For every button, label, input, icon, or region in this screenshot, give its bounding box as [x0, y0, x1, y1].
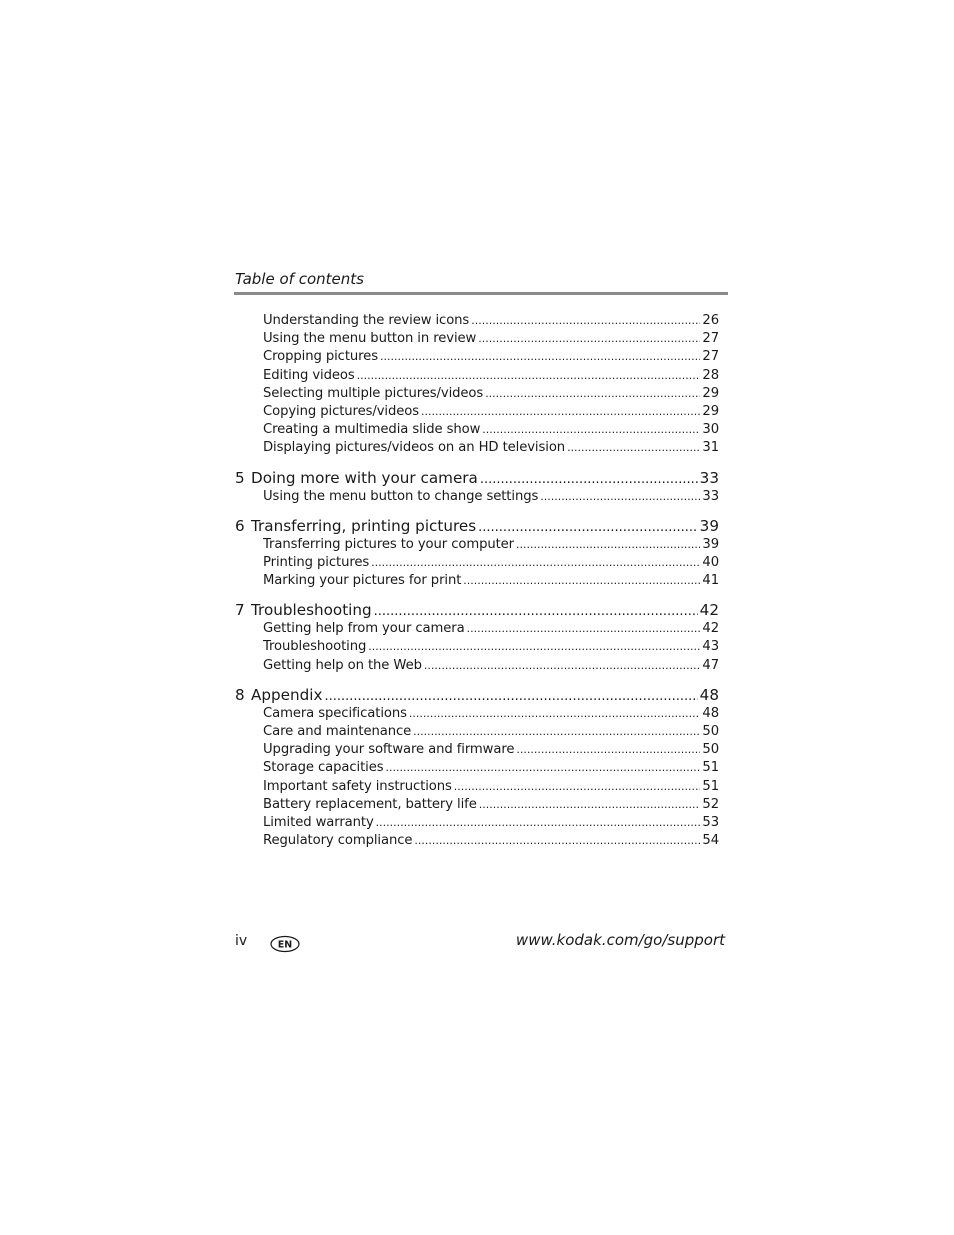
toc-entry-text: Care and maintenance [263, 724, 412, 739]
toc-entry-label [263, 832, 412, 850]
language-badge-icon [270, 935, 300, 953]
toc-page-number: 43 [702, 639, 719, 655]
toc-entry-label [263, 554, 369, 572]
toc-entry-text: Cropping pictures [263, 349, 378, 365]
toc-entry-text: Editing videos [263, 367, 355, 383]
toc-chapter-entry [235, 516, 719, 536]
footer-support-url: www.kodak.com/go/support [515, 931, 725, 949]
toc-dot-leader [463, 572, 700, 590]
toc-chapter-number: 6 [235, 516, 245, 535]
toc-entry-label [263, 439, 565, 457]
toc-entry-text: Displaying pictures/videos on an HD television [263, 440, 566, 456]
toc-entry-text: Important safety instructions [263, 778, 452, 794]
toc-dot-leader [480, 470, 698, 488]
toc-dot-leader [371, 554, 700, 572]
toc-dot-leader [357, 367, 701, 385]
toc-page-number: 47 [702, 657, 719, 673]
toc-entry-text: Appendix [251, 685, 323, 704]
toc-entry-label [263, 367, 355, 385]
toc-entry-text: Copying pictures/videos [263, 403, 420, 419]
toc-entry-label [263, 657, 422, 675]
toc-entry-label [235, 468, 478, 488]
toc-entry-text: Troubleshooting [263, 639, 367, 655]
toc-page-number: 50 [702, 742, 719, 758]
toc-entry-label [263, 620, 465, 638]
toc-section-entry [235, 312, 719, 330]
toc-section-entry [235, 638, 719, 656]
toc-dot-leader [485, 385, 700, 403]
toc-dot-leader [409, 705, 701, 723]
toc-entry-label [263, 330, 476, 348]
toc-entry-label [263, 814, 374, 832]
toc-page-number: 33 [699, 468, 719, 487]
table-of-contents [235, 312, 719, 850]
toc-entry-text: Battery replacement, battery life [263, 796, 477, 812]
toc-entry-text: Upgrading your software and firmware [263, 742, 515, 758]
page-header-title: Table of contents [235, 270, 364, 288]
toc-entry-text: Troubleshooting [251, 601, 372, 620]
footer-page-number: iv [235, 933, 248, 949]
toc-entry-label [235, 516, 476, 536]
toc-section-entry [235, 385, 719, 403]
toc-page-number: 28 [702, 367, 719, 383]
toc-entry-text: Limited warranty [263, 814, 374, 830]
toc-dot-leader [454, 778, 701, 796]
toc-dot-leader [567, 439, 700, 457]
toc-dot-leader [478, 330, 700, 348]
toc-page-number: 39 [699, 516, 719, 535]
language-badge-label: EN [277, 939, 293, 951]
toc-entry-label [263, 312, 469, 330]
toc-page-number: 30 [702, 422, 719, 438]
toc-entry-label [263, 796, 477, 814]
toc-page-number: 48 [699, 685, 719, 704]
toc-page-number: 42 [702, 621, 719, 637]
toc-section-entry [235, 421, 719, 439]
toc-entry-label [263, 759, 384, 777]
toc-page-number: 54 [702, 833, 719, 849]
toc-entry-label [263, 638, 366, 656]
toc-page-number: 27 [702, 349, 719, 365]
toc-dot-leader [479, 796, 701, 814]
toc-dot-leader [325, 687, 698, 705]
toc-entry-label [235, 600, 372, 620]
toc-section-entry [235, 796, 719, 814]
header-divider [234, 292, 728, 295]
toc-dot-leader [471, 312, 700, 330]
toc-section-entry [235, 554, 719, 572]
toc-entry-label [263, 421, 480, 439]
toc-page-number: 42 [699, 601, 719, 620]
toc-dot-leader [424, 657, 701, 675]
toc-entry-text: Selecting multiple pictures/videos [263, 385, 484, 401]
toc-entry-label [263, 778, 452, 796]
toc-entry-text: Storage capacities [263, 760, 384, 776]
toc-entry-label [263, 741, 514, 759]
toc-entry-label [263, 572, 461, 590]
toc-chapter-entry [235, 685, 719, 705]
toc-section-entry [235, 572, 719, 590]
toc-entry-label [263, 723, 411, 741]
toc-entry-label [263, 385, 483, 403]
toc-chapter-entry [235, 600, 719, 620]
toc-page-number: 40 [702, 554, 719, 570]
toc-page-number: 50 [702, 724, 719, 739]
toc-entry-text: Marking your pictures for print [263, 573, 462, 589]
toc-entry-text: Getting help on the Web [263, 657, 422, 673]
toc-dot-leader [516, 741, 700, 759]
toc-entry-label [263, 705, 407, 723]
toc-page-number: 51 [702, 778, 719, 794]
toc-dot-leader [516, 536, 700, 554]
toc-section-entry [235, 439, 719, 457]
toc-dot-leader [374, 602, 698, 620]
toc-entry-text: Using the menu button in review [263, 331, 477, 347]
toc-dot-leader [467, 620, 701, 638]
toc-section-entry [235, 723, 719, 741]
toc-page-number: 27 [702, 331, 719, 347]
toc-dot-leader [413, 723, 700, 741]
toc-section-entry [235, 536, 719, 554]
toc-section-entry [235, 403, 719, 421]
toc-entry-text: Regulatory compliance [263, 833, 413, 849]
toc-section-entry [235, 488, 719, 506]
toc-dot-leader [376, 814, 701, 832]
toc-section-entry [235, 741, 719, 759]
toc-entry-text: Understanding the review icons [263, 313, 470, 328]
toc-section-entry [235, 367, 719, 385]
toc-chapter-number: 8 [235, 685, 245, 704]
toc-section-entry [235, 778, 719, 796]
toc-entry-text: Using the menu button to change settings [263, 488, 539, 504]
toc-dot-leader [482, 421, 700, 439]
toc-chapter-entry [235, 468, 719, 488]
toc-page-number: 39 [702, 536, 719, 552]
toc-entry-text: Transferring pictures to your computer [263, 536, 514, 552]
toc-dot-leader [421, 403, 700, 421]
toc-page-number: 29 [702, 403, 719, 419]
toc-entry-label [263, 488, 538, 506]
toc-entry-label [263, 536, 514, 554]
toc-dot-leader [368, 638, 700, 656]
toc-entry-text: Camera specifications [263, 705, 407, 721]
toc-chapter-number: 7 [235, 601, 245, 620]
toc-entry-label [263, 403, 419, 421]
toc-dot-leader [380, 348, 700, 366]
toc-dot-leader [540, 488, 700, 506]
toc-section-entry [235, 814, 719, 832]
toc-page-number: 52 [702, 796, 719, 812]
toc-page-number: 33 [702, 488, 719, 504]
toc-entry-text: Creating a multimedia slide show [263, 422, 481, 438]
toc-page-number: 26 [702, 313, 719, 328]
toc-page-number: 51 [702, 760, 719, 776]
toc-section-entry [235, 330, 719, 348]
toc-section-entry [235, 657, 719, 675]
toc-chapter-number: 5 [235, 468, 245, 487]
toc-section-entry [235, 705, 719, 723]
toc-section-entry [235, 759, 719, 777]
toc-page-number: 53 [702, 814, 719, 830]
toc-page-number: 41 [702, 573, 719, 589]
toc-section-entry [235, 348, 719, 366]
toc-entry-text: Doing more with your camera [251, 468, 478, 487]
toc-entry-text: Transferring, printing pictures [251, 516, 477, 535]
toc-dot-leader [478, 518, 698, 536]
toc-page-number: 29 [702, 385, 719, 401]
toc-entry-text: Printing pictures [263, 554, 370, 570]
toc-dot-leader [386, 759, 701, 777]
toc-entry-label [263, 348, 378, 366]
toc-entry-text: Getting help from your camera [263, 621, 465, 637]
toc-page-number: 48 [702, 705, 719, 721]
toc-page-number: 31 [702, 440, 719, 456]
toc-section-entry [235, 620, 719, 638]
toc-section-entry [235, 832, 719, 850]
toc-entry-label [235, 685, 323, 705]
toc-dot-leader [414, 832, 700, 850]
